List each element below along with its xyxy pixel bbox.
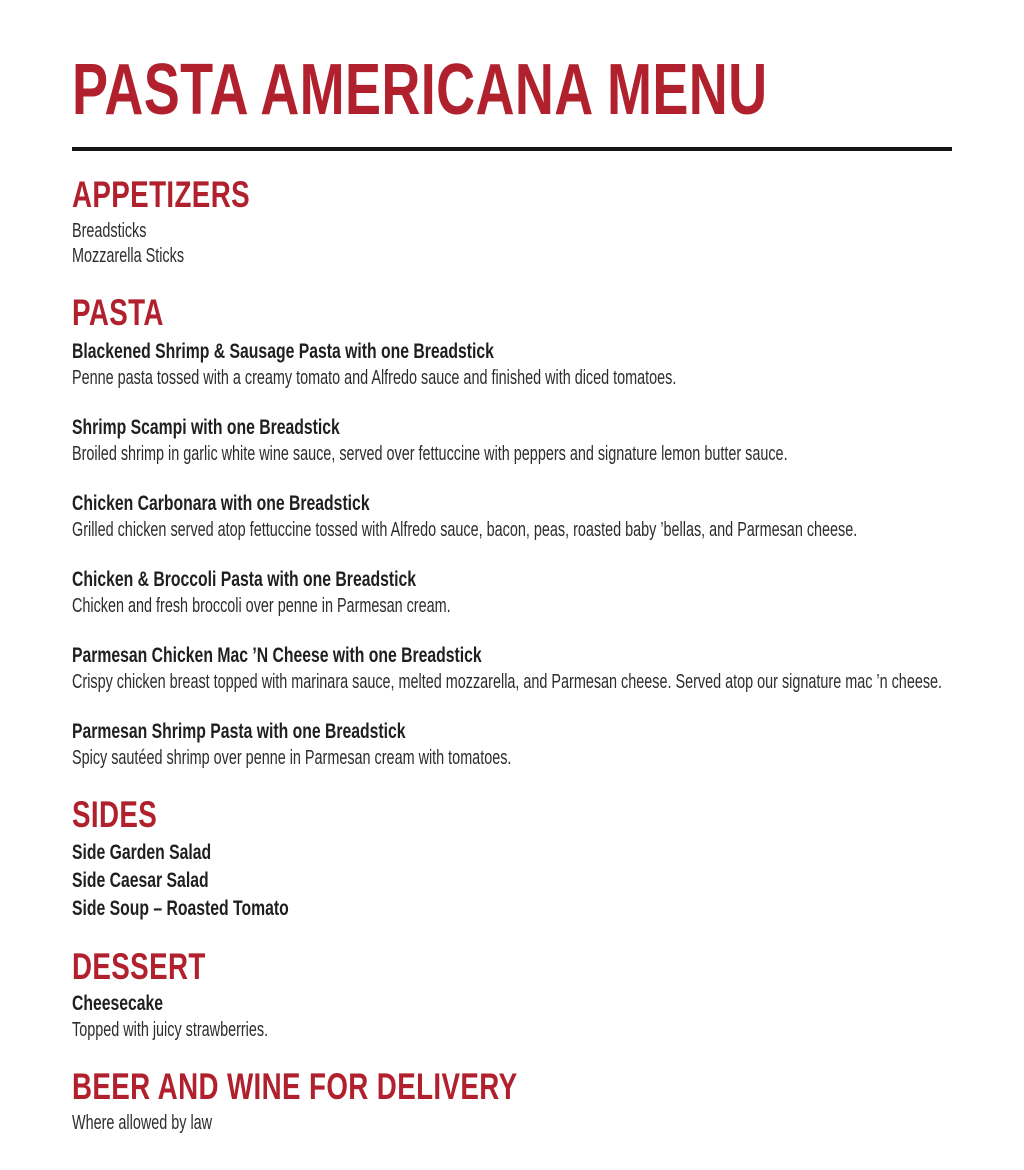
menu-item-chicken-carbonara: [72, 491, 952, 543]
menu-item-chicken-broccoli-pasta: [72, 567, 952, 619]
menu-item-side-garden-salad: Side Garden Salad: [72, 841, 212, 864]
dish-name: Parmesan Chicken Mac ’N Cheese with one Breadstick: [72, 644, 482, 667]
section-heading-dessert: DESSERT: [72, 946, 206, 987]
section-beer-and-wine: [72, 1067, 952, 1136]
section-sides: [72, 795, 952, 923]
dish-name: Chicken Carbonara with one Breadstick: [72, 492, 370, 515]
menu-item-breadsticks: Breadsticks: [72, 220, 147, 242]
dish-name: Chicken & Broccoli Pasta with one Breadstick: [72, 568, 416, 591]
section-heading-appetizers: APPETIZERS: [72, 174, 250, 215]
dish-description: Topped with juicy strawberries.: [72, 1019, 269, 1041]
dish-name: Cheesecake: [72, 992, 164, 1015]
menu-item-side-soup-roasted-tomato: Side Soup – Roasted Tomato: [72, 897, 289, 920]
dish-description: Penne pasta tossed with a creamy tomato and Alfredo sauce and finished with diced tomatoes.: [72, 367, 677, 389]
page-title: PASTA AMERICANA MENU: [72, 50, 768, 130]
section-heading-beer-and-wine: BEER AND WINE FOR DELIVERY: [72, 1066, 518, 1107]
dish-name: Shrimp Scampi with one Breadstick: [72, 416, 340, 439]
dish-description: Broiled shrimp in garlic white wine sauce, served over fettuccine with peppers and signature lemon butter sauce.: [72, 443, 788, 465]
section-appetizers: [72, 175, 952, 269]
dish-description: Chicken and fresh broccoli over penne in Parmesan cream.: [72, 595, 451, 617]
menu-item-side-caesar-salad: Side Caesar Salad: [72, 869, 209, 892]
dish-description: Grilled chicken served atop fettuccine tossed with Alfredo sauce, bacon, peas, roasted baby ’bellas, and Parmesan cheese.: [72, 519, 858, 541]
section-dessert: [72, 947, 952, 1043]
menu-item-parmesan-chicken-mac-n-cheese: [72, 643, 952, 695]
title-divider: [72, 147, 952, 151]
section-pasta: [72, 293, 952, 771]
dish-name: Parmesan Shrimp Pasta with one Breadstick: [72, 720, 406, 743]
menu-item-shrimp-scampi: [72, 415, 952, 467]
menu-item-blackened-shrimp-sausage-pasta: [72, 339, 952, 391]
menu-item-cheesecake: [72, 991, 952, 1043]
dish-description: Crispy chicken breast topped with marinara sauce, melted mozzarella, and Parmesan cheese. Served atop our signature mac ’n cheese.: [72, 671, 943, 693]
dish-description: Spicy sautéed shrimp over penne in Parmesan cream with tomatoes.: [72, 747, 512, 769]
dish-name: Blackened Shrimp & Sausage Pasta with one Breadstick: [72, 340, 494, 363]
section-heading-sides: SIDES: [72, 794, 158, 835]
menu-item-parmesan-shrimp-pasta: [72, 719, 952, 771]
menu-item-mozzarella-sticks: Mozzarella Sticks: [72, 245, 185, 267]
section-heading-pasta: PASTA: [72, 292, 164, 333]
beer-wine-note: Where allowed by law: [72, 1112, 213, 1134]
